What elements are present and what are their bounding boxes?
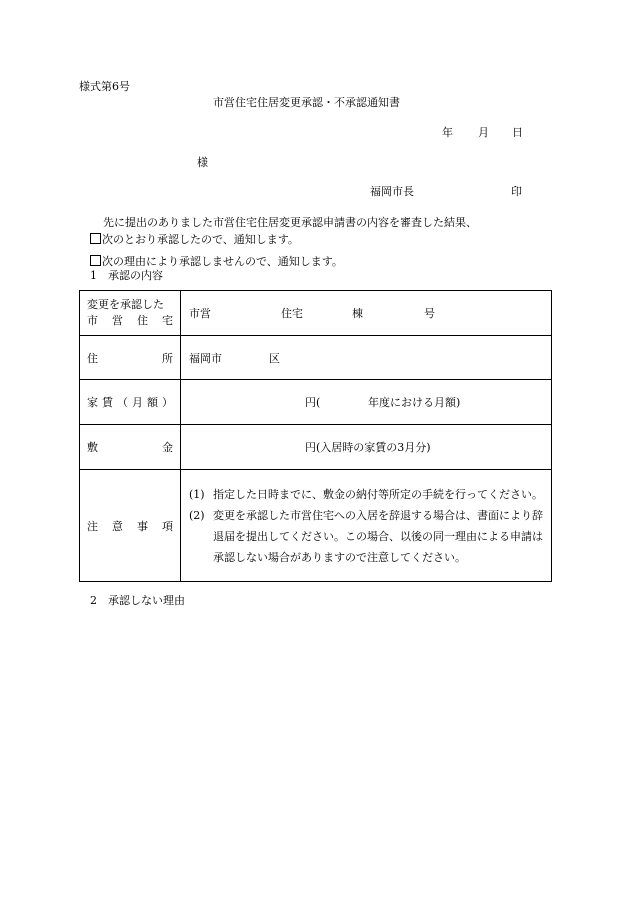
date-month: 月 [478,126,489,139]
label-char: 所 [162,351,173,365]
checkbox-approve[interactable] [90,233,101,244]
city-housing-text: 市営 [189,307,211,320]
label-address [80,336,181,380]
table-row-deposit [80,425,552,470]
option-reject [90,255,343,268]
label-char: 敷 [87,441,98,454]
label-char: 家 [87,396,98,409]
note-text: 指定した日時までに、敷金の納付等所定の手続を行ってください。 [213,487,543,501]
seal-mark: 印 [511,185,522,198]
label-char: 金 [162,441,173,454]
notes-content [181,470,552,582]
note-item [189,484,545,505]
section2-heading: 2 承認しない理由 [90,594,185,607]
note-text: 変更を承認した市営住宅への入居を辞退する場合は、書面により辞退届を提出してください。この場合、以後の同一理由による申請は承認しない場合がありますので注意してください。 [213,508,543,564]
table-row-notes [80,470,552,582]
form-number: 様式第6号 [79,80,130,93]
label-char: 住 [137,314,148,327]
label-line1: 変更を承認した [87,298,164,311]
label-char: 額 [147,396,158,409]
label-char: 項 [162,519,173,533]
number-text: 号 [424,307,435,320]
table-row-address [80,336,552,380]
table-row-housing [80,291,552,336]
option-approve [90,233,299,246]
section1-heading: 1 承認の内容 [90,269,163,282]
approval-table [79,290,552,582]
note-item [189,505,545,568]
label-notes [80,470,181,582]
building-text: 棟 [352,307,363,320]
date-day: 日 [512,126,523,139]
housing-text: 住宅 [281,307,303,320]
rent-suffix-text: 年度における月額) [368,396,461,409]
label-line2 [87,313,180,329]
label-char: ） [162,396,173,409]
value-rent[interactable] [181,380,552,425]
value-deposit[interactable] [181,425,552,470]
label-deposit [80,425,181,470]
note-number: (1) [189,487,205,501]
date-year: 年 [442,126,453,139]
label-char: 月 [132,396,143,409]
label-char: 注 [87,519,98,533]
label-char: 市 [87,314,98,327]
deposit-text: 円(入居時の家賃の3月分) [305,441,431,454]
label-char: （ [117,396,128,409]
option-approve-text: 次のとおり承認したので、通知します。 [102,233,299,246]
label-char: 宅 [162,314,173,327]
label-char: 営 [112,314,123,327]
label-approved-housing [80,291,181,336]
label-rent [80,380,181,425]
label-char: 住 [87,351,98,365]
note-number: (2) [189,508,205,522]
addressee-honorific: 様 [197,156,208,169]
label-char: 事 [137,519,148,533]
checkbox-reject[interactable] [90,255,101,266]
value-approved-housing[interactable] [181,291,552,336]
intro-text: 先に提出のありました市営住宅住居変更承認申請書の内容を審査した結果、 [103,216,477,229]
issuer-name: 福岡市長 [370,185,414,198]
option-reject-text: 次の理由により承認しませんので、通知します。 [102,255,343,268]
label-char: 意 [112,519,123,533]
value-address[interactable] [181,336,552,380]
rent-yen-text: 円( [305,396,321,409]
table-row-rent [80,380,552,425]
ward-text: 区 [269,351,280,365]
city-text: 福岡市 [189,351,222,365]
label-char: 賃 [102,396,113,409]
document-title: 市営住宅住居変更承認・不承認通知書 [213,96,400,109]
